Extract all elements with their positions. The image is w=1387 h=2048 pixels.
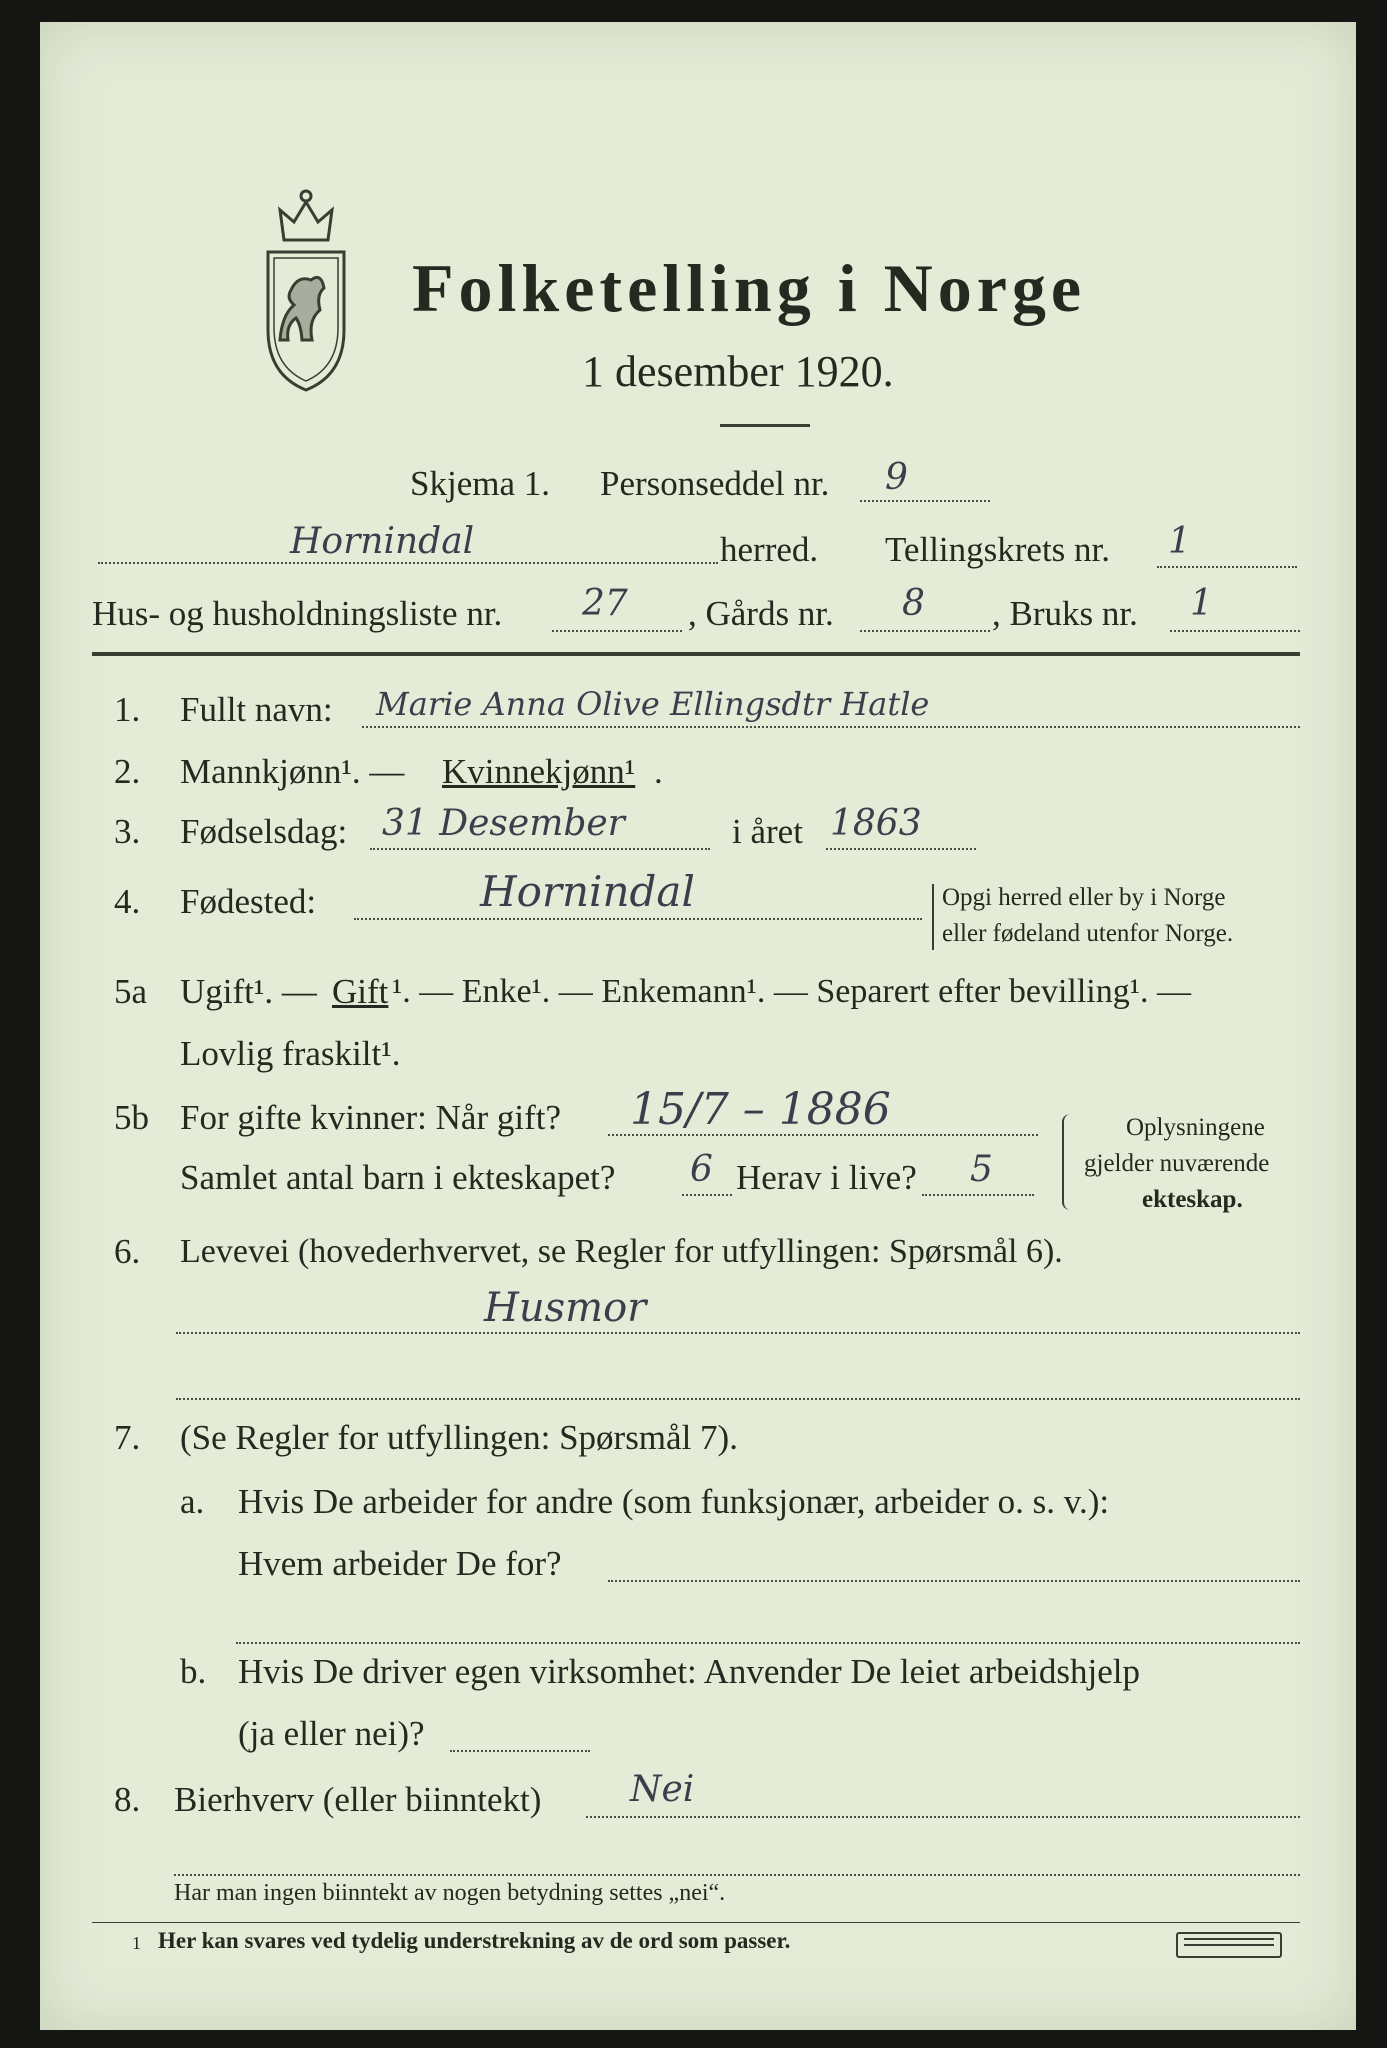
header-divider bbox=[92, 652, 1300, 656]
title-divider bbox=[720, 424, 810, 427]
herred-line bbox=[98, 562, 718, 564]
q7a-line2 bbox=[236, 1642, 1300, 1644]
q8-line bbox=[586, 1816, 1300, 1818]
tellingskrets-line bbox=[1157, 566, 1297, 568]
bruks-value[interactable]: 1 bbox=[1190, 583, 1213, 624]
q5b-children-line bbox=[682, 1194, 732, 1196]
gards-line bbox=[860, 630, 990, 632]
q1-label: Fullt navn: bbox=[180, 690, 333, 729]
q6-value[interactable]: Husmor bbox=[484, 1285, 647, 1331]
q2-number: 2. bbox=[114, 752, 141, 791]
q6-line1 bbox=[176, 1332, 1300, 1334]
footnote-text: Her kan svares ved tydelig understrekning av de ord som passer. bbox=[158, 1928, 791, 1953]
q5a-gift[interactable]: Gift bbox=[332, 972, 389, 1011]
form-title: Folketelling i Norge bbox=[412, 250, 1087, 326]
q5b-label: For gifte kvinner: Når gift? bbox=[180, 1098, 562, 1137]
personseddel-value[interactable]: 9 bbox=[885, 457, 908, 498]
q1-value[interactable]: Marie Anna Olive Ellingsdtr Hatle bbox=[376, 685, 930, 723]
printer-stamp-icon bbox=[1176, 1932, 1282, 1958]
q8-value[interactable]: Nei bbox=[630, 1769, 695, 1810]
q5a-number: 5a bbox=[114, 972, 148, 1011]
q3-year-line bbox=[826, 848, 976, 850]
q6-line2 bbox=[176, 1398, 1300, 1400]
q5a-line2: Lovlig fraskilt¹. bbox=[180, 1034, 401, 1073]
q5b-number: 5b bbox=[114, 1098, 149, 1137]
q2-tail: . bbox=[654, 752, 663, 791]
schema-label: Skjema 1. bbox=[410, 464, 550, 503]
q3-year-value[interactable]: 1863 bbox=[830, 803, 922, 844]
hus-line bbox=[552, 630, 682, 632]
q4-note-brace bbox=[932, 884, 938, 950]
q1-line bbox=[362, 726, 1300, 728]
q7b-text: Hvis De driver egen virksomhet: Anvender De leiet arbeidshjelp bbox=[238, 1652, 1140, 1691]
q6-label: Levevei (hovederhvervet, se Regler for utfyllingen: Spørsmål 6). bbox=[180, 1233, 1063, 1270]
q4-value[interactable]: Hornindal bbox=[480, 867, 695, 916]
q8-line2 bbox=[174, 1874, 1300, 1876]
tellingskrets-value[interactable]: 1 bbox=[1168, 521, 1191, 562]
q8-label: Bierhverv (eller biinntekt) bbox=[174, 1780, 542, 1819]
q3-number: 3. bbox=[114, 812, 141, 851]
q3-label: Fødselsdag: bbox=[180, 812, 348, 851]
personseddel-label: Personseddel nr. bbox=[600, 464, 830, 503]
q4-line bbox=[354, 918, 922, 920]
q4-note-line2: eller fødeland utenfor Norge. bbox=[942, 920, 1234, 947]
census-form bbox=[40, 22, 1356, 2030]
q7b-letter: b. bbox=[180, 1652, 207, 1691]
q5b-children-value[interactable]: 6 bbox=[690, 1149, 713, 1190]
q5b-note-line2: gjelder nuværende bbox=[1084, 1150, 1270, 1177]
q4-label: Fødested: bbox=[180, 882, 317, 921]
q5a-ugift: Ugift¹. — bbox=[180, 972, 317, 1011]
q1-number: 1. bbox=[114, 690, 141, 729]
tellingskrets-label: Tellingskrets nr. bbox=[885, 530, 1111, 569]
q7-number: 7. bbox=[114, 1418, 141, 1457]
footnote-divider bbox=[92, 1922, 1300, 1923]
q5a-rest: ¹. — Enke¹. — Enkemann¹. — Separert efter bevilling¹. — bbox=[392, 973, 1191, 1010]
q5b-alive-label: Herav i live? bbox=[736, 1158, 917, 1197]
q5b-note-line3: ekteskap. bbox=[1142, 1186, 1243, 1213]
q4-number: 4. bbox=[114, 882, 141, 921]
q7a-letter: a. bbox=[180, 1482, 205, 1521]
personseddel-line bbox=[860, 500, 990, 502]
q7-label: (Se Regler for utfyllingen: Spørsmål 7). bbox=[180, 1418, 738, 1457]
hus-value[interactable]: 27 bbox=[582, 583, 628, 624]
gards-value[interactable]: 8 bbox=[902, 583, 925, 624]
bruks-label: , Bruks nr. bbox=[992, 594, 1138, 633]
q5b-alive-value[interactable]: 5 bbox=[970, 1149, 993, 1190]
q7a-text: Hvis De arbeider for andre (som funksjonær, arbeider o. s. v.): bbox=[238, 1482, 1110, 1521]
q2-female[interactable]: Kvinnekjønn¹ bbox=[442, 752, 636, 791]
q6-number: 6. bbox=[114, 1232, 141, 1271]
q5b-note-line1: Oplysningene bbox=[1126, 1114, 1265, 1141]
bruks-line bbox=[1170, 630, 1300, 632]
q3-line bbox=[370, 848, 710, 850]
norwegian-coat-of-arms-icon bbox=[246, 180, 366, 400]
q7a-line1 bbox=[608, 1580, 1300, 1582]
q7b-sub: (ja eller nei)? bbox=[238, 1714, 425, 1753]
q5b-note-brace bbox=[1062, 1114, 1072, 1210]
q5b-children-label: Samlet antal barn i ekteskapet? bbox=[180, 1158, 616, 1197]
census-date: 1 desember 1920. bbox=[582, 347, 894, 396]
q5b-value[interactable]: 15/7 – 1886 bbox=[630, 1084, 891, 1135]
q7a-sub: Hvem arbeider De for? bbox=[238, 1544, 562, 1583]
q3-value[interactable]: 31 Desember bbox=[382, 803, 625, 844]
q2-male: Mannkjønn¹. — bbox=[180, 752, 405, 791]
q8-note: Har man ingen biinntekt av nogen betydning settes „nei“. bbox=[174, 1880, 726, 1906]
footnote-mark: 1 bbox=[132, 1933, 141, 1953]
q3-year-label: i året bbox=[732, 812, 803, 851]
q7b-line bbox=[450, 1750, 590, 1752]
q8-number: 8. bbox=[114, 1780, 141, 1819]
q4-note-line1: Opgi herred eller by i Norge bbox=[942, 884, 1226, 911]
hus-label: Hus- og husholdningsliste nr. bbox=[92, 594, 503, 633]
q5b-alive-line bbox=[922, 1194, 1034, 1196]
herred-value[interactable]: Hornindal bbox=[290, 521, 475, 562]
gards-label: , Gårds nr. bbox=[688, 594, 834, 633]
herred-label: herred. bbox=[720, 530, 819, 569]
